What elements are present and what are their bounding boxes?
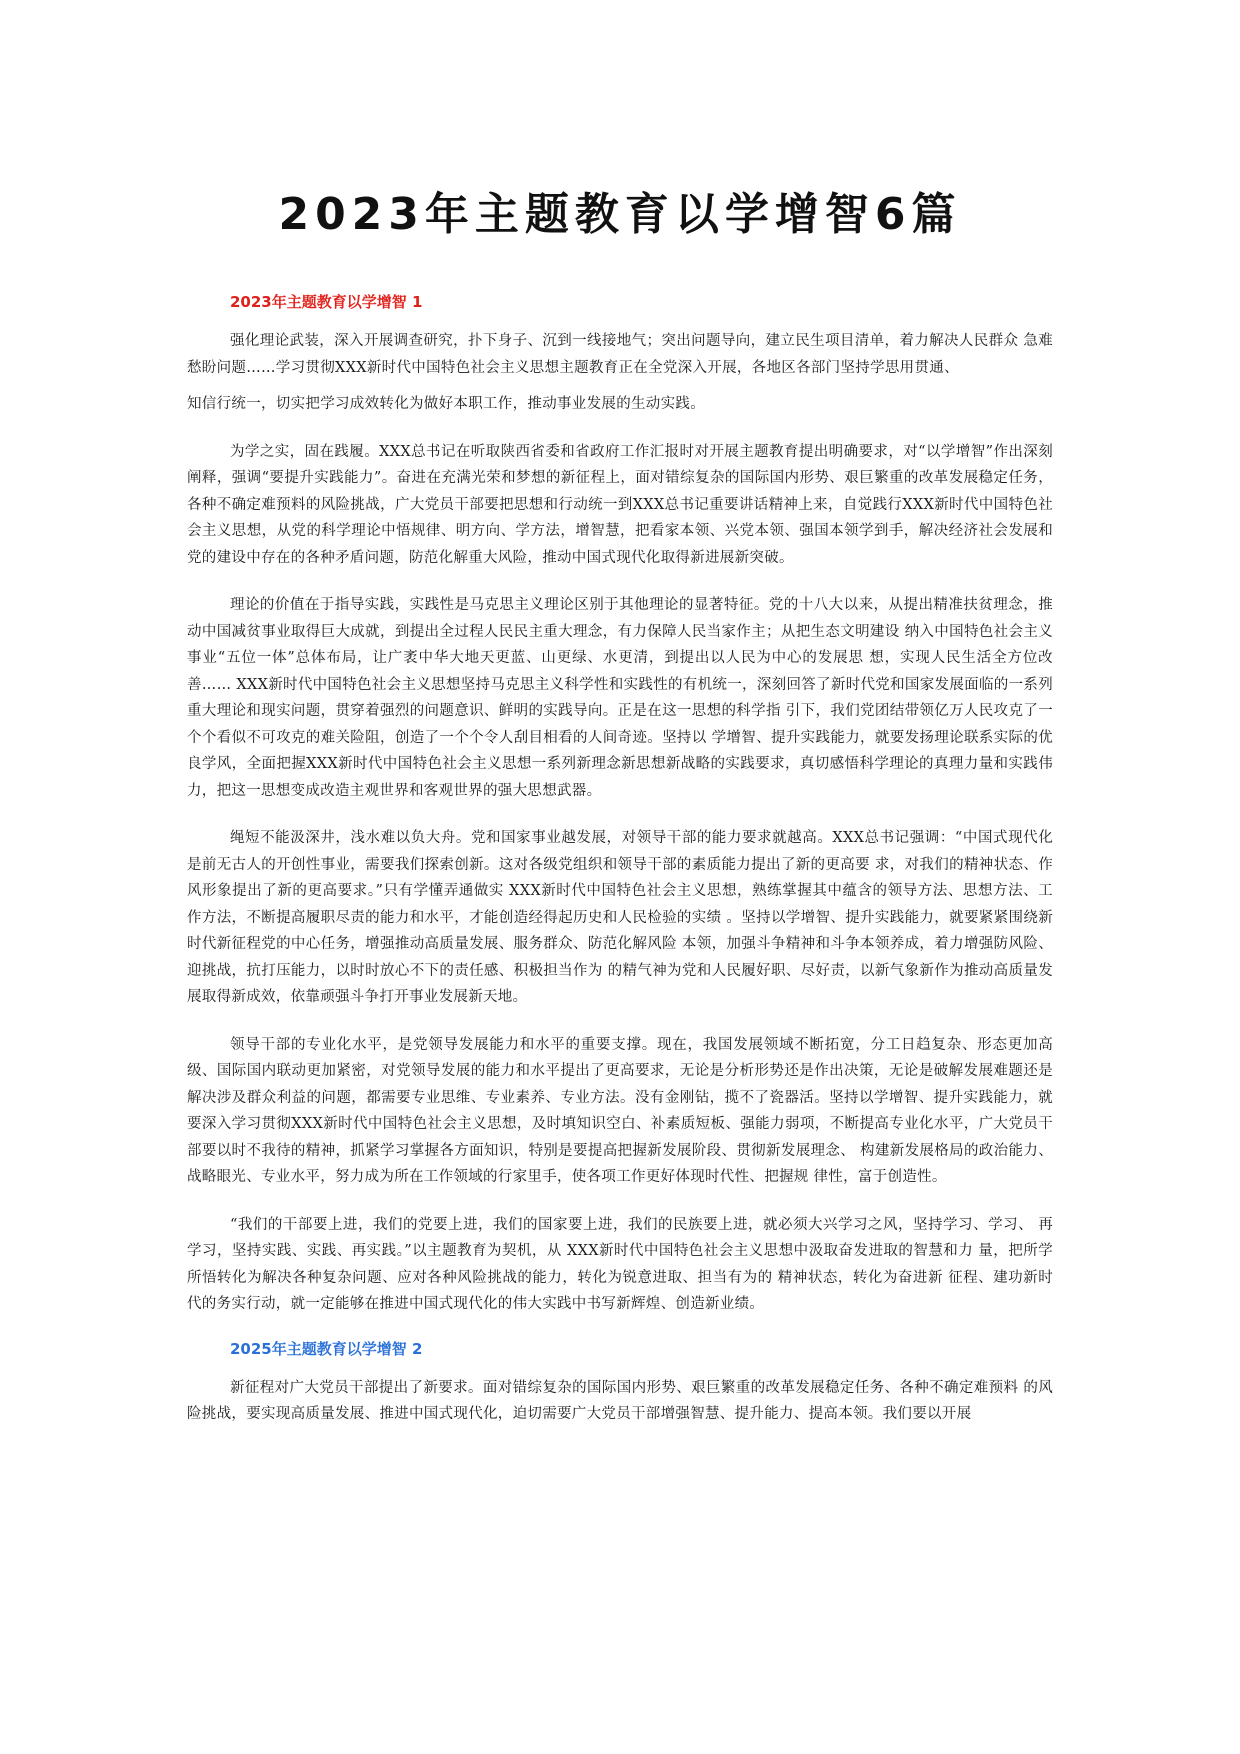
paragraph: 为学之实，固在践履。XXX总书记在听取陕西省委和省政府工作汇报时对开展主题教育提出明确要求，对“以学增智”作出深刻阐释，强调“要提升实践能力”。奋进在充满光荣和梦想的新征程上，面对错综复杂的国际国内形势、艰巨繁重的改革发展稳定任务，各种不确定难预料的风险挑战，广大党员干部要把思想和行动统一到XXX总书记重要讲话精神上来，自觉践行XXX新时代中国特色社会主义思想，从党的科学理论中悟规律、明方向、学方法，增智慧，把看家本领、兴党本领、强国本领学到手，解决经济社会发展和党的建设中存在的各种矛盾问题，防范化解重大风险，推动中国式现代化取得新进展新突破。 xyxy=(187,443,1053,566)
section-1 xyxy=(187,292,1053,1318)
section-heading: 2025年主题教育以学增智 2 xyxy=(230,1339,423,1358)
section-2 xyxy=(187,1339,1053,1428)
paragraph: 知信行统一，切实把学习成效转化为做好本职工作，推动事业发展的生动实践。 xyxy=(187,396,705,412)
paragraph: “我们的干部要上进，我们的党要上进，我们的国家要上进，我们的民族要上进，就必须大兴学习之风，坚持学习、学习、 再学习，坚持实践、实践、再实践。”以主题教育为契机，从 XXX新时代中国特色社会主义思想中汲取奋发进取的智慧和力 量，把所学所悟转化为解决各种复杂问题、应对各种风险挑战的能力，转化为锐意进取、担当有为的 精神状态，转化为奋进新 征程、建功新时代的务实行动，就一定能够在推进中国式现代化的伟大实践中书写新辉煌、创造新业绩。 xyxy=(187,1216,1053,1312)
paragraph: 绳短不能汲深井，浅水难以负大舟。党和国家事业越发展，对领导干部的能力要求就越高。XXX总书记强调：“中国式现代化是前无古人的开创性事业，需要我们探索创新。这对各级党组织和领导干部的素质能力提出了新的更高要 求，对我们的精神状态、作风形象提出了新的更高要求。”只有学懂弄通做实 XXX新时代中国特色社会主义思想，熟练掌握其中蕴含的领导方法、思想方法、工作方法，不断提高履职尽责的能力和水平，才能创造经得起历史和人民检验的实绩 。坚持以学增智、提升实践能力，就要紧紧围绕新时代新征程党的中心任务，增强推动高质量发展、服务群众、防范化解风险 本领，加强斗争精神和斗争本领养成，着力增强防风险、迎挑战，抗打压能力，以时时放心不下的责任感、积极担当作为 的精气神为党和人民履好职、尽好责，以新气象新作为推动高质量发展取得新成效，依靠顽强斗争打开事业发展新天地。 xyxy=(187,830,1053,1005)
paragraph: 新征程对广大党员干部提出了新要求。面对错综复杂的国际国内形势、艰巨繁重的改革发展稳定任务、各种不确定难预料 的风险挑战，要实现高质量发展、推进中国式现代化，迫切需要广大党员干部增强智慧、提升能力、提高本领。我们要以开展 xyxy=(187,1379,1053,1422)
paragraph: 强化理论武装，深入开展调查研究，扑下身子、沉到一线接地气；突出问题导向，建立民生项目清单，着力解决人民群众 急难愁盼问题……学习贯彻XXX新时代中国特色社会主义思想主题教育正在全党深入开展，各地区各部门坚持学思用贯通、 xyxy=(187,333,1053,376)
paragraph: 理论的价值在于指导实践，实践性是马克思主义理论区别于其他理论的显著特征。党的十八大以来，从提出精准扶贫理念，推动中国减贫事业取得巨大成就，到提出全过程人民民主重大理念，有力保障人民当家作主；从把生态文明建设 纳入中国特色社会主义事业“五位一体”总体布局，让广袤中华大地天更蓝、山更绿、水更清，到提出以人民为中心的发展思 想，实现人民生活全方位改善…… XXX新时代中国特色社会主义思想坚持马克思主义科学性和实践性的有机统一，深刻回答了新时代党和国家发展面临的一系列重大理论和现实问题，贯穿着强烈的问题意识、鲜明的实践导向。正是在这一思想的科学指 引下，我们党团结带领亿万人民攻克了一个个看似不可攻克的难关险阻，创造了一个个令人刮目相看的人间奇迹。坚持以 学增智、提升实践能力，就要发扬理论联系实际的优良学风，全面把握XXX新时代中国特色社会主义思想一系列新理念新思想新战略的实践要求，真切感悟科学理论的真理力量和实践伟力，把这一思想变成改造主观世界和客观世界的强大思想武器。 xyxy=(187,597,1053,799)
document-body xyxy=(187,292,1053,1449)
paragraph: 领导干部的专业化水平，是党领导发展能力和水平的重要支撑。现在，我国发展领域不断拓宽，分工日趋复杂、形态更加高级、国际国内联动更加紧密，对党领导发展的能力和水平提出了更高要求，无论是分析形势还是作出决策，无论是破解发展难题还是解决涉及群众利益的问题，都需要专业思维、专业素养、专业方法。没有金刚钻，揽不了瓷器活。坚持以学增智、提升实践能力，就要深入学习贯彻XXX新时代中国特色社会主义思想，及时填知识空白、补素质短板、强能力弱项，不断提高专业化水平，广大党员干部要以时不我待的精神，抓紧学习掌握各方面知识，特别是要提高把握新发展阶段、贯彻新发展理念、 构建新发展格局的政治能力、战略眼光、专业水平，努力成为所在工作领域的行家里手，使各项工作更好体现时代性、把握规 律性，富于创造性。 xyxy=(187,1036,1053,1185)
section-heading: 2023年主题教育以学增智 1 xyxy=(230,293,423,311)
document-title: 2023年主题教育以学增智6篇 xyxy=(278,189,962,240)
